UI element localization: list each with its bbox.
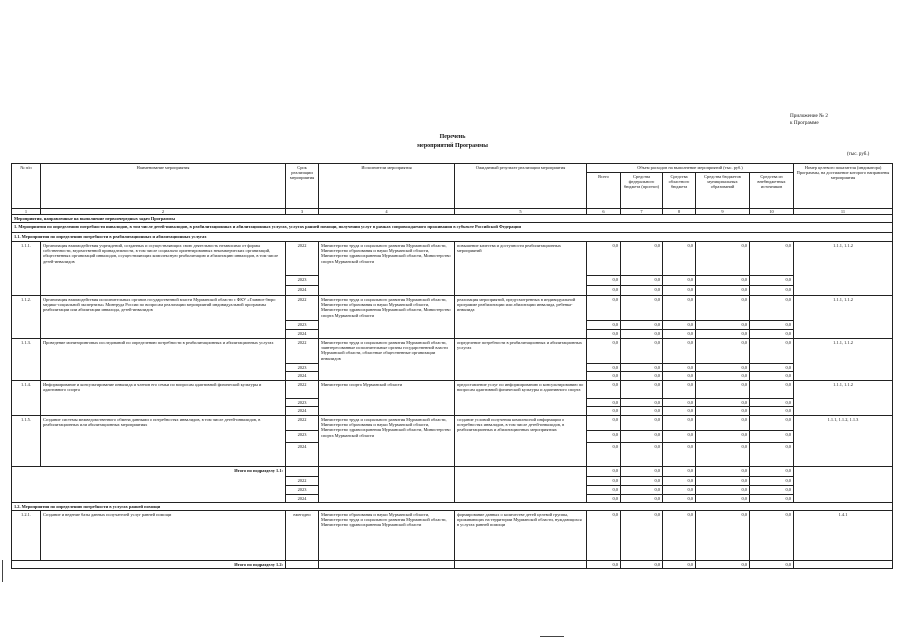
value-cell: 0,0: [750, 495, 794, 503]
value-cell: 0,0: [750, 276, 794, 286]
value-cell: 0,0: [750, 416, 794, 431]
value-cell: 0,0: [750, 364, 794, 372]
value-cell: 0,0: [750, 431, 794, 443]
value-cell: 0,0: [663, 242, 696, 276]
value-cell: 0,0: [621, 321, 663, 330]
value-cell: 0,0: [587, 467, 621, 477]
value-cell: 0,0: [621, 467, 663, 477]
value-cell: 0,0: [663, 286, 696, 296]
value-cell: 0,0: [663, 486, 696, 495]
value-cell: 0,0: [663, 399, 696, 407]
col-number: 5: [455, 209, 587, 215]
value-cell: 0,0: [587, 495, 621, 503]
expected-result: формирование данных о количестве детей целевой группы, проживающих на территории Мурманской области, нуждающихся в услугах ранней помощи: [455, 511, 587, 561]
year-cell: 2023: [286, 486, 319, 495]
year-cell: 2022: [286, 242, 319, 276]
executors: Министерство труда и социального развития Мурманской области, Министерство образования и науки Мурманской области, Министерство здравоохранения Мурманской области, Министерство спорта Мурманской области: [319, 296, 455, 339]
col-mun-header: Средства бюджетов муниципальных образований: [696, 173, 750, 209]
measure-name: Организация взаимодействия учреждений, созданных и осуществляющих свою деятельность независимо от формы собственности, ведомственной принадлежности, в том числе социально ориентированных некоммерческих организаций, общественных организаций инвалидов, осуществляющих комплексную реабилитацию и абилитацию инвалидов, в том числе детей-инвалидов: [41, 242, 286, 296]
value-cell: 0,0: [587, 399, 621, 407]
col-term-header: Срок реализации мероприятия: [286, 164, 319, 209]
executors: Министерство труда и социального развития Мурманской области, заинтересованные исполнительные органы государственной власти Мурманской области, областные общественные организации инвалидов: [319, 339, 455, 381]
measure-name: Проведение мониторинговых исследований по определению потребности в реабилитационных и абилитационных услугах: [41, 339, 286, 381]
year-cell: 2023: [286, 431, 319, 443]
value-cell: 0,0: [587, 276, 621, 286]
executors: Министерство труда и социального развития Мурманской области, Министерство образования и науки Мурманской области, Министерство здравоохранения Мурманской области, Министерство спорта Мурманской области: [319, 416, 455, 467]
indicator-cell: 1.4.1: [794, 511, 893, 561]
expected-result: повышение качества и доступности реабилитационных мероприятий: [455, 242, 587, 296]
value-cell: 0,0: [587, 407, 621, 416]
expected-result: реализация мероприятий, предусмотренных в индивидуальной программе реабилитации или абилитации инвалида, ребенка-инвалида: [455, 296, 587, 339]
year-cell: 2022: [286, 339, 319, 364]
value-cell: 0,0: [621, 495, 663, 503]
value-cell: 0,0: [587, 242, 621, 276]
year-cell: 2024: [286, 330, 319, 339]
value-cell: 0,0: [696, 431, 750, 443]
value-cell: 0,0: [696, 467, 750, 477]
col-number: 11: [794, 209, 893, 215]
value-cell: 0,0: [696, 495, 750, 503]
row-number: 1.1.3.: [12, 339, 41, 381]
value-cell: 0,0: [663, 443, 696, 467]
value-cell: 0,0: [587, 364, 621, 372]
year-cell: 2024: [286, 286, 319, 296]
value-cell: 0,0: [663, 381, 696, 399]
col-volume-header: Объем расходов на выполнение мероприятий (тыс. руб.): [587, 164, 794, 173]
value-cell: 0,0: [696, 381, 750, 399]
row-number: 1.1.2.: [12, 296, 41, 339]
year-cell: 2024: [286, 372, 319, 381]
value-cell: 0,0: [621, 407, 663, 416]
year-cell: 2024: [286, 495, 319, 503]
subsection-heading: 1.2. Мероприятия по определению потребности в услугах ранней помощи: [12, 503, 893, 511]
scan-edge-mark: [2, 560, 3, 582]
empty-cell: [455, 561, 587, 569]
indicator-cell: 1.1.1, 1.1.2: [794, 296, 893, 339]
subtotal-label: Итого по подразделу 1.1:: [12, 467, 286, 503]
value-cell: 0,0: [621, 477, 663, 486]
value-cell: 0,0: [587, 477, 621, 486]
value-cell: 0,0: [750, 339, 794, 364]
expected-result: создание условий получения комплексной информации о потребностях инвалидов, в том числе детей-инвалидов, в реабилитационных и абилитационных мероприятиях: [455, 416, 587, 467]
value-cell: 0,0: [621, 381, 663, 399]
value-cell: 0,0: [696, 321, 750, 330]
value-cell: 0,0: [696, 286, 750, 296]
value-cell: 0,0: [750, 477, 794, 486]
empty-cell: [286, 561, 319, 569]
value-cell: 0,0: [587, 339, 621, 364]
appendix-line2: к Программе: [790, 120, 819, 126]
year-cell: 2024: [286, 443, 319, 467]
measures-table: [11, 163, 893, 569]
value-cell: 0,0: [750, 296, 794, 321]
executors: Министерство спорта Мурманской области: [319, 381, 455, 416]
value-cell: 0,0: [587, 296, 621, 321]
col-reg-header: Средства областного бюджета: [663, 173, 696, 209]
appendix-line1: Приложение № 2: [790, 113, 828, 119]
col-number: 2: [41, 209, 286, 215]
col-number: 10: [750, 209, 794, 215]
row-number: 1.1.1.: [12, 242, 41, 296]
term-cell: ежегодно: [286, 511, 319, 561]
value-cell: 0,0: [587, 486, 621, 495]
value-cell: 0,0: [663, 330, 696, 339]
value-cell: 0,0: [587, 286, 621, 296]
value-cell: 0,0: [587, 431, 621, 443]
year-cell: 2022: [286, 296, 319, 321]
value-cell: 0,0: [621, 561, 663, 569]
value-cell: 0,0: [621, 242, 663, 276]
empty-cell: [455, 467, 587, 503]
value-cell: 0,0: [663, 364, 696, 372]
indicator-cell: 1.1.1, 1.1.2: [794, 242, 893, 296]
value-cell: 0,0: [750, 511, 794, 561]
value-cell: 0,0: [663, 296, 696, 321]
value-cell: 0,0: [750, 372, 794, 381]
scan-bottom-mark: [540, 636, 564, 637]
empty-cell: [794, 561, 893, 569]
value-cell: 0,0: [750, 330, 794, 339]
value-cell: 0,0: [587, 443, 621, 467]
year-cell: 2022: [286, 477, 319, 486]
value-cell: 0,0: [750, 321, 794, 330]
value-cell: 0,0: [750, 407, 794, 416]
year-cell: 2023: [286, 321, 319, 330]
row-number: 1.2.1.: [12, 511, 41, 561]
col-number: 3: [286, 209, 319, 215]
value-cell: 0,0: [696, 477, 750, 486]
value-cell: 0,0: [696, 443, 750, 467]
value-cell: 0,0: [663, 477, 696, 486]
value-cell: 0,0: [621, 486, 663, 495]
value-cell: 0,0: [621, 286, 663, 296]
year-cell: 2024: [286, 407, 319, 416]
col-total-header: Всего: [587, 173, 621, 209]
value-cell: 0,0: [621, 399, 663, 407]
value-cell: 0,0: [696, 296, 750, 321]
executors: Министерство труда и социального развития Мурманской области, Министерство образования и науки Мурманской области, Министерство здравоохранения Мурманской области, Министерство спорта Мурманской области: [319, 242, 455, 296]
value-cell: 0,0: [663, 431, 696, 443]
value-cell: 0,0: [621, 443, 663, 467]
value-cell: 0,0: [696, 372, 750, 381]
year-cell: 2022: [286, 416, 319, 431]
value-cell: 0,0: [663, 276, 696, 286]
value-cell: 0,0: [696, 339, 750, 364]
value-cell: 0,0: [621, 330, 663, 339]
value-cell: 0,0: [587, 321, 621, 330]
value-cell: 0,0: [696, 486, 750, 495]
indicator-cell: 1.1.1, 1.1.2, 1.1.3: [794, 416, 893, 467]
col-indicator-header: Номер целевого показателя (индикатора) Программы, на достижение которого направлены мероприятия: [794, 164, 893, 209]
measure-name: Организация взаимодействия исполнительных органов государственной власти Мурманской области с ФКУ «Главное бюро медико-социальной экспертизы» Минтруда России по вопросам реализации мероприятий индивидуальной программы реабилитации или абилитации инвалида, детей-инвалидов: [41, 296, 286, 339]
value-cell: 0,0: [750, 399, 794, 407]
empty-cell: [319, 467, 455, 503]
value-cell: 0,0: [750, 443, 794, 467]
col-number: 9: [696, 209, 750, 215]
value-cell: 0,0: [587, 372, 621, 381]
value-cell: 0,0: [696, 399, 750, 407]
value-cell: 0,0: [663, 339, 696, 364]
value-cell: 0,0: [663, 561, 696, 569]
year-cell: 2023: [286, 399, 319, 407]
col-exec-header: Исполнители мероприятия: [319, 164, 455, 209]
value-cell: 0,0: [663, 416, 696, 431]
value-cell: 0,0: [750, 286, 794, 296]
document-subtitle: мероприятий Программы: [417, 143, 488, 149]
unit-label: (тыс. руб.): [847, 152, 870, 157]
col-fed-header: Средства федерального бюджета (прогноз): [621, 173, 663, 209]
value-cell: 0,0: [621, 416, 663, 431]
value-cell: 0,0: [663, 495, 696, 503]
value-cell: 0,0: [696, 407, 750, 416]
value-cell: 0,0: [750, 467, 794, 477]
value-cell: 0,0: [587, 416, 621, 431]
value-cell: 0,0: [696, 330, 750, 339]
value-cell: 0,0: [663, 321, 696, 330]
col-num-header: № п/п: [12, 164, 41, 209]
indicator-cell: 1.1.1, 1.1.2: [794, 339, 893, 381]
value-cell: 0,0: [663, 372, 696, 381]
value-cell: 0,0: [587, 561, 621, 569]
value-cell: 0,0: [587, 511, 621, 561]
row-number: 1.1.5.: [12, 416, 41, 467]
indicator-cell: 1.1.1, 1.1.2: [794, 381, 893, 416]
appendix-label: [790, 113, 828, 127]
value-cell: 0,0: [621, 431, 663, 443]
col-result-header: Ожидаемый результат реализации мероприятия: [455, 164, 587, 209]
value-cell: 0,0: [663, 467, 696, 477]
value-cell: 0,0: [621, 296, 663, 321]
measure-name: Создание системы межведомственного обмена данными о потребностях инвалидов, в том числе детей-инвалидов, в реабилитационных или абилитационных мероприятиях: [41, 416, 286, 467]
empty-cell: [794, 467, 893, 503]
value-cell: 0,0: [750, 561, 794, 569]
value-cell: 0,0: [696, 416, 750, 431]
value-cell: 0,0: [621, 276, 663, 286]
col-name-header: Наименование мероприятия: [41, 164, 286, 209]
document-title: Перечень: [439, 134, 466, 140]
col-number: 6: [587, 209, 621, 215]
col-number: 1: [12, 209, 41, 215]
col-number: 7: [621, 209, 663, 215]
year-cell: 2023: [286, 276, 319, 286]
value-cell: 0,0: [750, 242, 794, 276]
value-cell: 0,0: [621, 339, 663, 364]
measure-name: Создание и ведение базы данных получателей услуг ранней помощи: [41, 511, 286, 561]
value-cell: 0,0: [621, 511, 663, 561]
subsection-heading: 1.1. Мероприятия по определению потребности в реабилитационных и абилитационных услугах: [12, 233, 893, 242]
value-cell: 0,0: [663, 407, 696, 416]
year-cell: 2022: [286, 381, 319, 399]
value-cell: 0,0: [750, 381, 794, 399]
section-heading: Мероприятия, направленные на выполнение первоочередных задач Программы: [12, 215, 893, 223]
year-cell: [286, 467, 319, 477]
value-cell: 0,0: [750, 486, 794, 495]
value-cell: 0,0: [663, 511, 696, 561]
value-cell: 0,0: [621, 372, 663, 381]
expected-result: определение потребности в реабилитационных и абилитационных услугах: [455, 339, 587, 381]
expected-result: предоставление услуг по информированию и консультированию по вопросам адаптивной физической культуры и адаптивного спорта: [455, 381, 587, 416]
value-cell: 0,0: [696, 511, 750, 561]
subtotal-label: Итого по подразделу 1.2:: [12, 561, 286, 569]
executors: Министерство образования и науки Мурманской области, Министерство труда и социального развития Мурманской области, Министерство здравоохранения Мурманской области: [319, 511, 455, 561]
value-cell: 0,0: [696, 242, 750, 276]
value-cell: 0,0: [696, 276, 750, 286]
col-ext-header: Средства из внебюджетных источников: [750, 173, 794, 209]
section-heading: 1. Мероприятия по определению потребности инвалидов, в том числе детей-инвалидов, в реабилитационных и абилитационных услугах, услугах ранней помощи, получении услуг в рамках сопровождаемого проживания в субъекте Российской Федерации: [12, 223, 893, 233]
value-cell: 0,0: [587, 330, 621, 339]
value-cell: 0,0: [587, 381, 621, 399]
col-number: 8: [663, 209, 696, 215]
value-cell: 0,0: [621, 364, 663, 372]
year-cell: 2023: [286, 364, 319, 372]
value-cell: 0,0: [696, 364, 750, 372]
measure-name: Информирование и консультирование инвалида и членов его семьи по вопросам адаптивной физической культуры и адаптивного спорта: [41, 381, 286, 416]
row-number: 1.1.4.: [12, 381, 41, 416]
col-number: 4: [319, 209, 455, 215]
value-cell: 0,0: [696, 561, 750, 569]
empty-cell: [319, 561, 455, 569]
